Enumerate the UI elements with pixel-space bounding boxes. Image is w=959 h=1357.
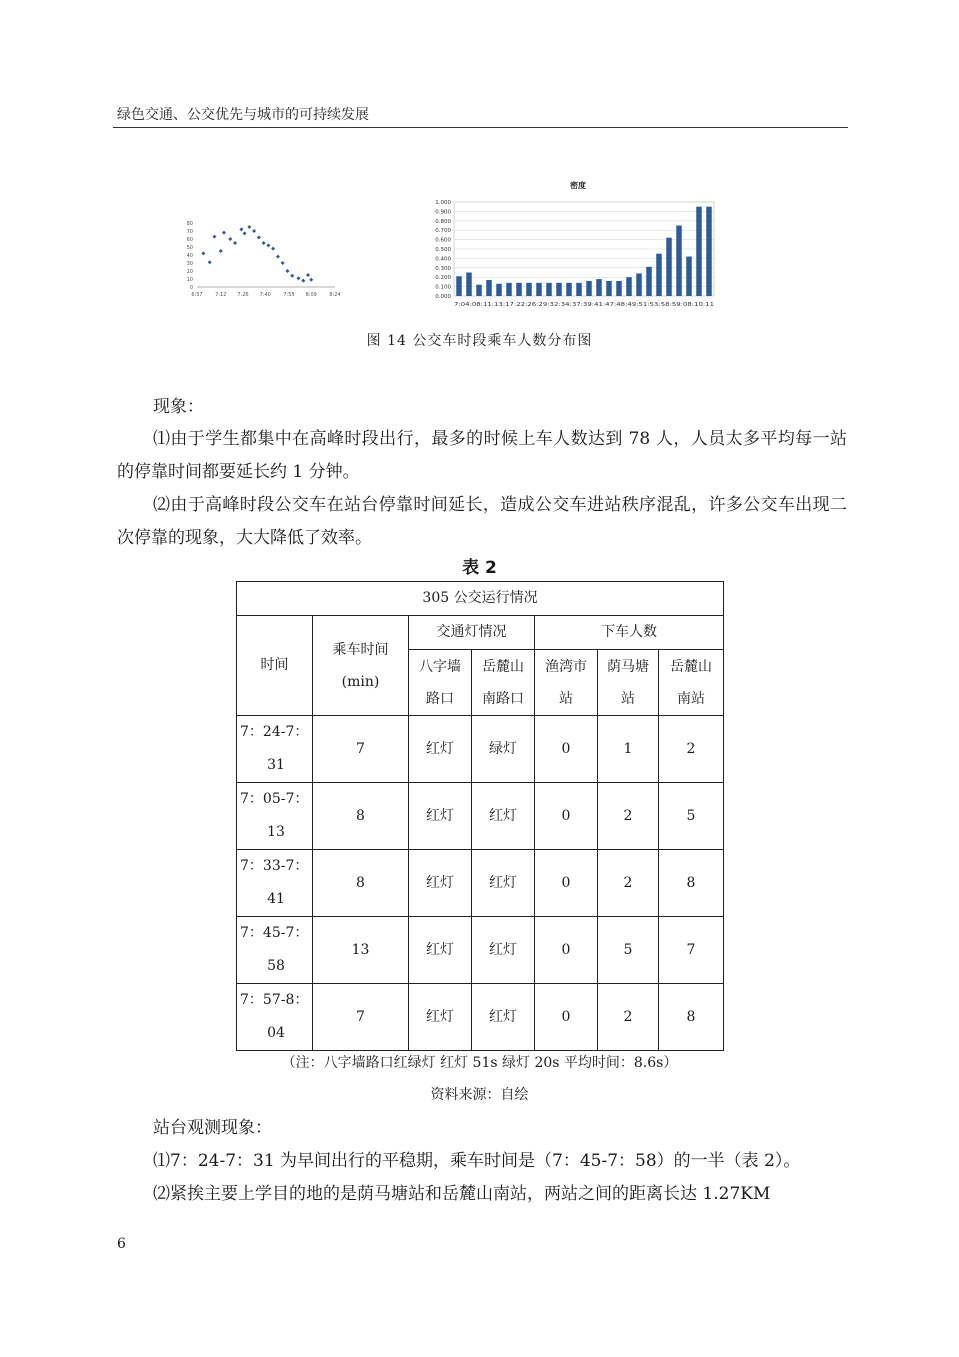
header-yinma-line1: 荫马塘 xyxy=(607,658,649,675)
cell-yuelu-south: 5 xyxy=(659,783,724,850)
table-label: 表 2 xyxy=(462,558,497,578)
scatter-y-tick-label: 30 xyxy=(186,261,193,267)
header-bazi xyxy=(409,650,472,716)
observation-item-2: ⑵紧挨主要上学目的地的是荫马塘站和岳麓山南站，两站之间的距离长达 1.27KM xyxy=(153,1184,771,1204)
header-yuelu-south-line2: 南站 xyxy=(677,690,705,707)
cell-yuelu-south: 7 xyxy=(659,917,724,984)
running-header: 绿色交通、公交优先与城市的可持续发展 xyxy=(117,107,369,123)
cell-time-line2: 13 xyxy=(267,824,285,840)
header-yuelu-road xyxy=(472,650,535,716)
bar-y-tick-label: 0.800 xyxy=(435,218,451,225)
scatter-point xyxy=(208,260,212,264)
bar-y-tick-label: 0.400 xyxy=(435,256,451,263)
cell-yuelu: 红灯 xyxy=(472,984,535,1051)
cell-bazi: 红灯 xyxy=(409,716,472,783)
scatter-point xyxy=(219,249,223,253)
scatter-point xyxy=(257,235,261,239)
cell-bazi: 红灯 xyxy=(409,984,472,1051)
scatter-y-tick-label: 0 xyxy=(189,285,193,291)
bar xyxy=(636,273,642,296)
cell-bazi: 红灯 xyxy=(409,850,472,917)
cell-ride: 8 xyxy=(313,850,409,917)
bar-x-tick-labels: 7:04:08:11:13:17:22:26:29:32:34:37:39:41:47:48:49:51:53:58:59:08:10:11 xyxy=(454,302,714,308)
cell-yuwan: 0 xyxy=(535,984,598,1051)
bar xyxy=(696,207,702,296)
scatter-point xyxy=(285,269,289,273)
scatter-point xyxy=(276,255,280,259)
figure-caption: 图 14 公交车时段乘车人数分布图 xyxy=(366,333,593,349)
bar xyxy=(606,281,612,296)
scatter-y-tick-label: 40 xyxy=(186,253,193,259)
header-yinma xyxy=(598,650,659,716)
cell-time-line2: 31 xyxy=(267,757,285,773)
scatter-point xyxy=(271,247,275,251)
bar xyxy=(686,257,692,296)
cell-time-line2: 58 xyxy=(267,958,285,974)
scatter-x-tick-label: 7:40 xyxy=(259,292,271,298)
bus-operation-table xyxy=(236,581,724,1051)
cell-yuwan: 0 xyxy=(535,917,598,984)
scatter-point xyxy=(306,273,310,277)
bar xyxy=(516,283,522,296)
header-traffic-light: 交通灯情况 xyxy=(409,616,535,650)
cell-time-line1: 7：24-7： xyxy=(240,724,309,740)
cell-ride: 7 xyxy=(313,984,409,1051)
bar-y-tick-label: 0.600 xyxy=(435,237,451,244)
cell-yuelu: 红灯 xyxy=(472,783,535,850)
scatter-x-tick-label: 6:57 xyxy=(191,292,203,298)
observation-heading-text: 站台观测现象： xyxy=(153,1118,272,1138)
cell-yuwan: 0 xyxy=(535,783,598,850)
cell-time xyxy=(237,917,313,984)
bar-chart-title: 密度 xyxy=(570,181,586,190)
cell-time-line2: 04 xyxy=(267,1025,285,1041)
bar-y-tick-label: 0.900 xyxy=(435,209,451,216)
cell-yuelu: 红灯 xyxy=(472,917,535,984)
cell-ride: 7 xyxy=(313,716,409,783)
scatter-x-tick-label: 7:12 xyxy=(215,292,227,298)
bar xyxy=(706,207,712,296)
observation-heading xyxy=(117,1112,847,1145)
scatter-chart xyxy=(175,215,345,310)
cell-yuelu-south: 8 xyxy=(659,984,724,1051)
page-number: 6 xyxy=(117,1236,126,1252)
cell-yinma: 2 xyxy=(598,783,659,850)
table-row xyxy=(237,783,724,850)
bar xyxy=(456,276,462,296)
bar xyxy=(476,285,482,296)
scatter-point xyxy=(301,279,305,283)
header-bazi-line1: 八字墙 xyxy=(419,658,461,675)
cell-time xyxy=(237,783,313,850)
header-ride-time xyxy=(313,616,409,716)
cell-ride: 13 xyxy=(313,917,409,984)
cell-bazi: 红灯 xyxy=(409,783,472,850)
phenomenon-item-2: ⑵由于高峰时段公交车在站台停靠时间延长，造成公交车进站秩序混乱，许多公交车出现二次停靠的现象，大大降低了效率。 xyxy=(117,495,847,548)
scatter-point xyxy=(252,229,256,233)
scatter-point xyxy=(297,276,301,280)
bar-chart xyxy=(418,172,718,314)
scatter-y-tick-label: 80 xyxy=(186,221,193,227)
cell-yuwan: 0 xyxy=(535,850,598,917)
scatter-x-tick-label: 8:09 xyxy=(305,292,317,298)
bar xyxy=(556,283,562,296)
cell-time-line1: 7：33-7： xyxy=(240,858,309,874)
cell-time-line1: 7：57-8： xyxy=(240,992,309,1008)
bar xyxy=(656,254,662,296)
cell-yuelu: 绿灯 xyxy=(472,716,535,783)
table-title: 305 公交运行情况 xyxy=(237,582,724,616)
header-alighting: 下车人数 xyxy=(535,616,724,650)
bar xyxy=(586,281,592,296)
cell-time-line1: 7：45-7： xyxy=(240,925,309,941)
header-yuelu-south-line1: 岳麓山 xyxy=(670,658,712,675)
header-ride-time-line1: 乘车时间 xyxy=(332,641,389,658)
header-yuelu-road-line2: 南路口 xyxy=(482,690,524,707)
bar xyxy=(566,283,572,296)
scatter-x-tick-label: 7:26 xyxy=(237,292,249,298)
bar xyxy=(546,283,552,296)
table-row xyxy=(237,716,724,783)
scatter-point xyxy=(281,261,285,265)
cell-yuelu-south: 2 xyxy=(659,716,724,783)
bar xyxy=(466,273,472,297)
phenomenon-item-1: ⑴由于学生都集中在高峰时段出行，最多的时候上车人数达到 78 人，人员太多平均每一站的停靠时间都要延长约 1 分钟。 xyxy=(117,429,847,482)
header-time: 时间 xyxy=(237,616,313,716)
scatter-point xyxy=(247,225,251,229)
table-note: （注：八字墙路口红绿灯 红灯 51s 绿灯 20s 平均时间：8.6s） xyxy=(281,1055,678,1071)
table-row xyxy=(237,984,724,1051)
scatter-y-tick-label: 70 xyxy=(186,229,193,235)
bar xyxy=(626,277,632,296)
cell-yuelu: 红灯 xyxy=(472,850,535,917)
scatter-point xyxy=(243,231,247,235)
bar-y-tick-label: 0.000 xyxy=(435,294,451,300)
scatter-point xyxy=(239,227,243,231)
bar xyxy=(576,283,582,296)
bar-y-tick-label: 0.700 xyxy=(435,228,451,235)
bar xyxy=(616,281,622,296)
scatter-point xyxy=(309,278,313,282)
cell-yinma: 2 xyxy=(598,850,659,917)
scatter-point xyxy=(212,235,216,239)
phenomenon-heading-text: 现象： xyxy=(153,397,204,417)
bar-y-tick-label: 0.300 xyxy=(435,265,451,272)
scatter-y-tick-label: 10 xyxy=(186,277,193,283)
table-source: 资料来源：自绘 xyxy=(430,1087,529,1103)
header-yuelu-south xyxy=(659,650,724,716)
cell-time xyxy=(237,984,313,1051)
cell-yuelu-south: 8 xyxy=(659,850,724,917)
scatter-y-tick-label: 60 xyxy=(186,237,193,243)
bar-y-tick-label: 0.500 xyxy=(435,247,451,253)
observation-item-1: ⑴7：24-7：31 为早间出行的平稳期，乘车时间是（7：45-7：58）的一半（表 2）。 xyxy=(153,1151,801,1171)
scatter-y-tick-label: 20 xyxy=(186,269,193,275)
header-yuwan-line2: 站 xyxy=(559,690,573,707)
phenomenon-heading xyxy=(117,391,847,424)
cell-time xyxy=(237,850,313,917)
scatter-point xyxy=(222,231,226,235)
bar xyxy=(596,279,602,296)
cell-time-line2: 41 xyxy=(267,891,285,907)
header-yinma-line2: 站 xyxy=(621,690,635,707)
cell-bazi: 红灯 xyxy=(409,917,472,984)
scatter-point xyxy=(262,241,266,245)
cell-time xyxy=(237,716,313,783)
scatter-point xyxy=(290,274,294,278)
scatter-point xyxy=(228,237,232,241)
header-yuelu-road-line1: 岳麓山 xyxy=(482,658,524,675)
bar xyxy=(496,284,502,296)
bar-y-tick-label: 1.000 xyxy=(435,200,451,206)
bar xyxy=(676,226,682,297)
bar xyxy=(536,283,542,296)
header-yuwan xyxy=(535,650,598,716)
table-row xyxy=(237,917,724,984)
cell-yinma: 5 xyxy=(598,917,659,984)
cell-time-line1: 7：05-7： xyxy=(240,791,309,807)
bar xyxy=(506,283,512,296)
cell-yinma: 2 xyxy=(598,984,659,1051)
bar-y-tick-label: 0.100 xyxy=(435,284,451,291)
header-rule xyxy=(113,127,848,128)
header-ride-time-line2: (min) xyxy=(341,673,380,690)
cell-yinma: 1 xyxy=(598,716,659,783)
scatter-point xyxy=(266,243,270,247)
table-row xyxy=(237,850,724,917)
scatter-y-tick-label: 50 xyxy=(186,245,193,251)
scatter-point xyxy=(201,251,205,255)
scatter-point xyxy=(233,241,237,245)
bar xyxy=(646,267,652,296)
header-bazi-line2: 路口 xyxy=(426,690,454,707)
bar xyxy=(526,283,532,296)
header-yuwan-line1: 渔湾市 xyxy=(545,658,587,675)
bar xyxy=(666,238,672,296)
cell-ride: 8 xyxy=(313,783,409,850)
scatter-x-tick-label: 8:24 xyxy=(329,292,341,298)
scatter-x-tick-label: 7:55 xyxy=(283,292,295,298)
bar-y-tick-label: 0.200 xyxy=(435,275,451,282)
bar xyxy=(486,280,492,296)
cell-yuwan: 0 xyxy=(535,716,598,783)
